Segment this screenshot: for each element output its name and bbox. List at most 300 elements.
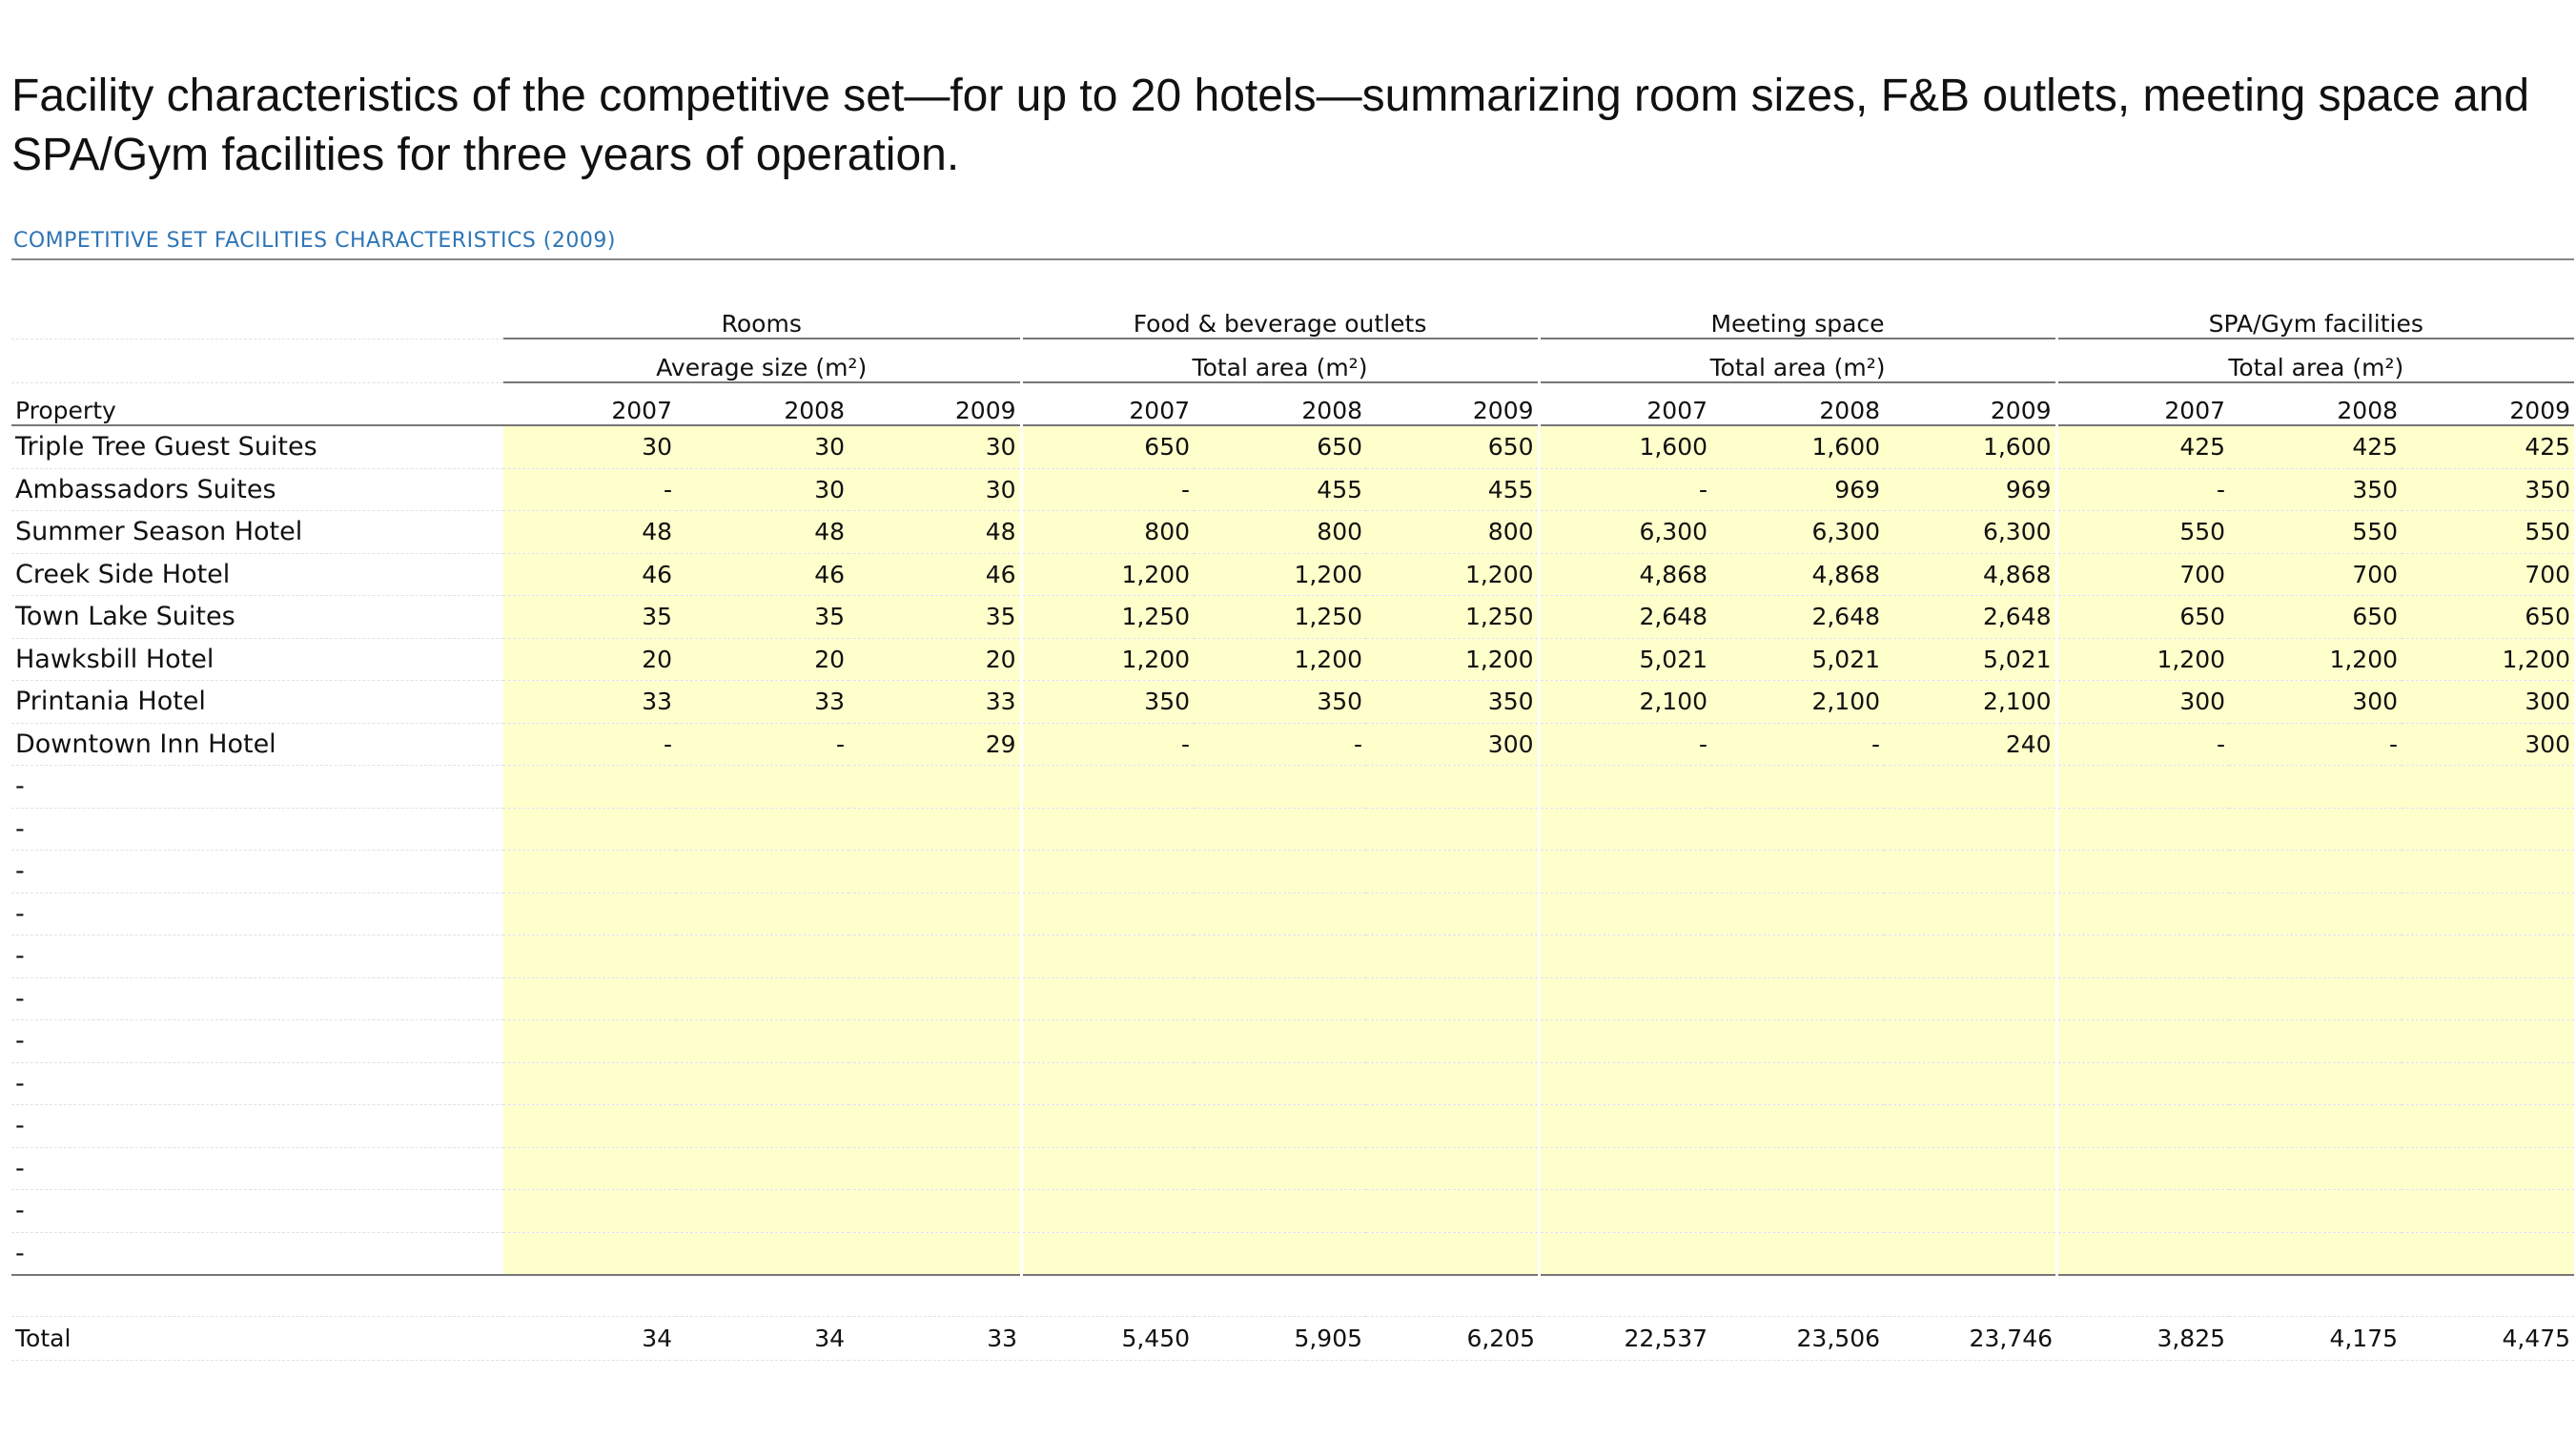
table-cell [2229,766,2402,809]
table-cell [676,851,848,894]
table-cell: 550 [2056,511,2229,554]
table-cell [2056,766,2229,809]
header-blank [11,339,503,382]
table-cell [1194,1147,1366,1190]
table-cell [2402,1105,2574,1148]
table-cell [2056,851,2229,894]
table-cell [2229,1020,2402,1063]
table-cell [2056,1190,2229,1233]
table-cell [2402,766,2574,809]
table-cell [1539,1147,1711,1190]
table-cell [2402,893,2574,935]
table-cell [1711,1020,1884,1063]
table-cell [1539,935,1711,978]
table-cell: 1,600 [1539,425,1711,468]
table-cell [1366,1105,1539,1148]
table-cell [1539,1062,1711,1105]
table-cell [1711,1105,1884,1148]
table-cell [1539,977,1711,1020]
spacer-row [11,1275,2574,1317]
property-name: - [11,1062,503,1105]
table-cell [1194,851,1366,894]
table-cell: 4,868 [1711,553,1884,596]
table-cell: 650 [2229,596,2402,639]
table-cell [676,1190,848,1233]
table-cell: 2,100 [1884,681,2056,724]
table-cell [1711,1062,1884,1105]
table-cell [1884,1020,2056,1063]
table-cell [1021,977,1194,1020]
table-cell: 20 [503,638,676,681]
table-cell: 4,868 [1539,553,1711,596]
table-cell [1366,977,1539,1020]
table-cell [1539,1190,1711,1233]
table-cell: 5,021 [1884,638,2056,681]
table-cell [676,766,848,809]
table-cell: 1,200 [1194,638,1366,681]
table-cell: 300 [2056,681,2229,724]
table-cell: 700 [2402,553,2574,596]
spacer-cell [1884,1275,2056,1317]
table-cell [2056,808,2229,851]
table-cell [1021,766,1194,809]
table-cell [848,1105,1021,1148]
table-cell: 425 [2056,425,2229,468]
table-cell [848,1147,1021,1190]
table-cell [2402,1232,2574,1275]
table-cell: 5,021 [1711,638,1884,681]
table-cell: 1,200 [1021,638,1194,681]
table-cell [848,808,1021,851]
table-cell [1539,1020,1711,1063]
table-cell: 2,648 [1711,596,1884,639]
table-cell: 1,200 [1366,553,1539,596]
table-cell [1021,893,1194,935]
table-cell [503,1147,676,1190]
table-cell [1884,1147,2056,1190]
group-header-fb: Food & beverage outlets [1021,298,1539,339]
table-cell [2402,1062,2574,1105]
table-cell [1194,935,1366,978]
table-cell: 1,250 [1021,596,1194,639]
table-cell [1021,808,1194,851]
group-header-rooms: Rooms [503,298,1021,339]
total-cell: 23,506 [1711,1317,1884,1361]
table-cell [1366,1062,1539,1105]
year-header: 2007 [1021,382,1194,425]
table-cell [1539,851,1711,894]
table-cell: 969 [1711,468,1884,511]
table-cell [2229,1232,2402,1275]
table-cell [1366,893,1539,935]
year-header: 2009 [2402,382,2574,425]
table-cell: 300 [2229,681,2402,724]
table-cell [1194,977,1366,1020]
subheader-rooms: Average size (m²) [503,339,1021,382]
table-cell: 350 [1194,681,1366,724]
table-cell: 1,200 [1366,638,1539,681]
spacer-cell [2402,1275,2574,1317]
property-name: Downtown Inn Hotel [11,723,503,766]
table-cell [1711,1147,1884,1190]
table-cell: 300 [2402,723,2574,766]
property-name: Ambassadors Suites [11,468,503,511]
table-cell [1194,1020,1366,1063]
table-cell: 1,200 [2402,638,2574,681]
table-cell: 1,200 [1194,553,1366,596]
total-cell: 4,475 [2402,1317,2574,1361]
table-cell: 2,648 [1539,596,1711,639]
table-row [11,596,2574,639]
subheader-fb: Total area (m²) [1021,339,1539,382]
year-header-row [11,382,2574,425]
table-cell [2229,851,2402,894]
table-row [11,1232,2574,1275]
table-cell: 6,300 [1711,511,1884,554]
table-cell [1711,766,1884,809]
table-cell [676,808,848,851]
table-cell [1884,977,2056,1020]
subheader-spa: Total area (m²) [2056,339,2574,382]
table-cell: - [1711,723,1884,766]
table-cell: 700 [2229,553,2402,596]
table-cell: 46 [503,553,676,596]
table-cell [1711,977,1884,1020]
table-cell [2056,935,2229,978]
total-cell: 34 [503,1317,676,1361]
property-name: - [11,893,503,935]
table-cell [1366,766,1539,809]
table-cell [1884,1062,2056,1105]
table-cell [1021,935,1194,978]
table-cell: 2,100 [1539,681,1711,724]
table-cell: 550 [2229,511,2402,554]
table-cell: 46 [676,553,848,596]
table-cell: 30 [676,468,848,511]
table-cell [1021,1232,1194,1275]
table-cell [1366,1020,1539,1063]
table-cell [503,977,676,1020]
table-cell [676,977,848,1020]
table-cell [848,893,1021,935]
table-cell: 4,868 [1884,553,2056,596]
property-name: Creek Side Hotel [11,553,503,596]
property-name: Town Lake Suites [11,596,503,639]
table-cell [503,851,676,894]
spacer-cell [2229,1275,2402,1317]
spacer-cell [2056,1275,2229,1317]
table-cell: 5,021 [1539,638,1711,681]
table-cell [1366,851,1539,894]
facilities-table [11,298,2574,1361]
total-cell: 34 [676,1317,848,1361]
table-cell: 1,250 [1366,596,1539,639]
table-cell [848,977,1021,1020]
table-row [11,1190,2574,1233]
table-cell [676,935,848,978]
table-row [11,723,2574,766]
facilities-table-body [11,298,2574,1361]
table-row [11,681,2574,724]
year-header: 2007 [2056,382,2229,425]
table-cell: 650 [2056,596,2229,639]
table-cell: 48 [503,511,676,554]
table-cell [1194,766,1366,809]
table-cell [2402,1190,2574,1233]
table-cell: 48 [676,511,848,554]
table-cell: 1,200 [2056,638,2229,681]
table-cell [1021,1062,1194,1105]
table-row [11,766,2574,809]
year-header: 2008 [676,382,848,425]
table-cell: - [1021,468,1194,511]
table-cell: 650 [1366,425,1539,468]
table-cell: - [503,723,676,766]
table-row [11,893,2574,935]
table-cell: 33 [503,681,676,724]
table-cell [1021,1147,1194,1190]
total-cell: 5,905 [1194,1317,1366,1361]
property-name: - [11,935,503,978]
table-cell: 33 [848,681,1021,724]
table-cell: 6,300 [1884,511,2056,554]
table-cell [676,1020,848,1063]
table-cell [1539,766,1711,809]
table-cell: 969 [1884,468,2056,511]
table-cell: 350 [2402,468,2574,511]
total-cell: 5,450 [1021,1317,1194,1361]
table-cell [1539,893,1711,935]
table-cell [503,1020,676,1063]
table-cell [503,1105,676,1148]
table-row [11,935,2574,978]
table-cell [2056,1232,2229,1275]
table-cell [2229,935,2402,978]
property-name: Hawksbill Hotel [11,638,503,681]
year-header: 2008 [1194,382,1366,425]
table-cell [1194,1062,1366,1105]
table-cell: 46 [848,553,1021,596]
table-cell [1711,851,1884,894]
table-cell [1884,766,2056,809]
table-cell: 35 [676,596,848,639]
group-header-spa: SPA/Gym facilities [2056,298,2574,339]
table-cell: 30 [676,425,848,468]
section-title: COMPETITIVE SET FACILITIES CHARACTERISTICS (2009) [13,229,616,253]
table-cell: 30 [848,468,1021,511]
table-cell [1539,808,1711,851]
table-row [11,468,2574,511]
table-cell: 30 [503,425,676,468]
table-cell [1366,1190,1539,1233]
property-name: - [11,851,503,894]
property-name: - [11,1190,503,1233]
table-cell [2056,893,2229,935]
table-cell: 30 [848,425,1021,468]
table-row [11,851,2574,894]
property-name: - [11,977,503,1020]
year-header: 2007 [503,382,676,425]
table-cell [503,1190,676,1233]
table-cell [503,1062,676,1105]
table-cell [1021,1105,1194,1148]
property-name: - [11,766,503,809]
table-cell: 1,200 [2229,638,2402,681]
table-cell [503,935,676,978]
table-cell [1194,808,1366,851]
table-cell [2402,935,2574,978]
table-cell [848,1062,1021,1105]
table-cell [1884,808,2056,851]
table-cell [2402,1147,2574,1190]
table-cell [848,935,1021,978]
table-cell [2402,1020,2574,1063]
subheader-row [11,339,2574,382]
property-name: - [11,1105,503,1148]
table-cell [1711,893,1884,935]
table-cell [2056,977,2229,1020]
table-cell: 350 [1021,681,1194,724]
property-header: Property [11,382,503,425]
property-name: - [11,808,503,851]
table-cell: - [1021,723,1194,766]
table-cell [1021,1020,1194,1063]
table-cell: 300 [1366,723,1539,766]
table-cell: - [1539,723,1711,766]
table-cell: 350 [1366,681,1539,724]
table-cell [1194,1232,1366,1275]
table-cell [1711,808,1884,851]
table-cell: 800 [1021,511,1194,554]
table-cell [676,893,848,935]
total-cell: 3,825 [2056,1317,2229,1361]
table-cell [1884,1190,2056,1233]
table-cell [2229,1147,2402,1190]
table-cell: 2,648 [1884,596,2056,639]
table-cell: 455 [1194,468,1366,511]
table-cell [2402,977,2574,1020]
table-cell [1539,1232,1711,1275]
table-cell: 35 [848,596,1021,639]
group-header-meeting: Meeting space [1539,298,2056,339]
title-divider [11,258,2574,260]
table-cell [676,1062,848,1105]
property-name: - [11,1147,503,1190]
table-cell [2056,1147,2229,1190]
table-cell [1711,1232,1884,1275]
table-cell [1539,1105,1711,1148]
table-cell [2229,977,2402,1020]
table-cell [848,1232,1021,1275]
table-cell: 300 [2402,681,2574,724]
table-row [11,638,2574,681]
table-cell [1884,935,2056,978]
spacer-cell [1366,1275,1539,1317]
table-cell: 35 [503,596,676,639]
table-cell [2056,1020,2229,1063]
table-cell: 800 [1366,511,1539,554]
table-cell: 650 [1021,425,1194,468]
table-cell [676,1232,848,1275]
spacer-cell [848,1275,1021,1317]
table-cell: 6,300 [1539,511,1711,554]
spacer-cell [676,1275,848,1317]
table-cell: 2,100 [1711,681,1884,724]
table-cell [676,1105,848,1148]
table-cell: 350 [2229,468,2402,511]
table-cell: - [2229,723,2402,766]
table-cell [1194,893,1366,935]
table-cell [2056,1062,2229,1105]
spacer-cell [503,1275,676,1317]
table-cell: 29 [848,723,1021,766]
table-cell: 700 [2056,553,2229,596]
table-cell: 1,600 [1884,425,2056,468]
table-cell [1366,1147,1539,1190]
spacer-cell [11,1275,503,1317]
table-cell: 1,200 [1021,553,1194,596]
table-cell [848,851,1021,894]
table-cell [1366,1232,1539,1275]
spacer-cell [1711,1275,1884,1317]
table-cell: - [2056,723,2229,766]
table-cell [1194,1190,1366,1233]
year-header: 2008 [1711,382,1884,425]
table-cell: 48 [848,511,1021,554]
table-cell: 425 [2229,425,2402,468]
table-row [11,553,2574,596]
table-cell: - [1539,468,1711,511]
table-row [11,1020,2574,1063]
property-name: - [11,1232,503,1275]
table-row [11,977,2574,1020]
table-cell: - [503,468,676,511]
table-cell: - [2056,468,2229,511]
table-cell: 1,250 [1194,596,1366,639]
table-cell [1366,808,1539,851]
property-name: - [11,1020,503,1063]
subheader-meeting: Total area (m²) [1539,339,2056,382]
year-header: 2007 [1539,382,1711,425]
table-cell [2229,808,2402,851]
table-cell [2229,1105,2402,1148]
table-cell [848,1190,1021,1233]
table-cell [2229,893,2402,935]
table-cell: 20 [676,638,848,681]
spacer-cell [1539,1275,1711,1317]
table-cell [1366,935,1539,978]
table-cell [503,1232,676,1275]
property-name: Triple Tree Guest Suites [11,425,503,468]
table-cell [1884,1105,2056,1148]
total-cell: 23,746 [1884,1317,2056,1361]
table-cell [503,766,676,809]
table-cell: 1,600 [1711,425,1884,468]
table-cell [1884,851,2056,894]
table-cell [1711,935,1884,978]
table-cell: 550 [2402,511,2574,554]
table-cell [2229,1062,2402,1105]
table-cell [848,766,1021,809]
property-name: Summer Season Hotel [11,511,503,554]
table-row [11,1105,2574,1148]
year-header: 2008 [2229,382,2402,425]
spacer-cell [1021,1275,1194,1317]
year-header: 2009 [848,382,1021,425]
table-cell: 455 [1366,468,1539,511]
table-cell: 425 [2402,425,2574,468]
table-row [11,808,2574,851]
